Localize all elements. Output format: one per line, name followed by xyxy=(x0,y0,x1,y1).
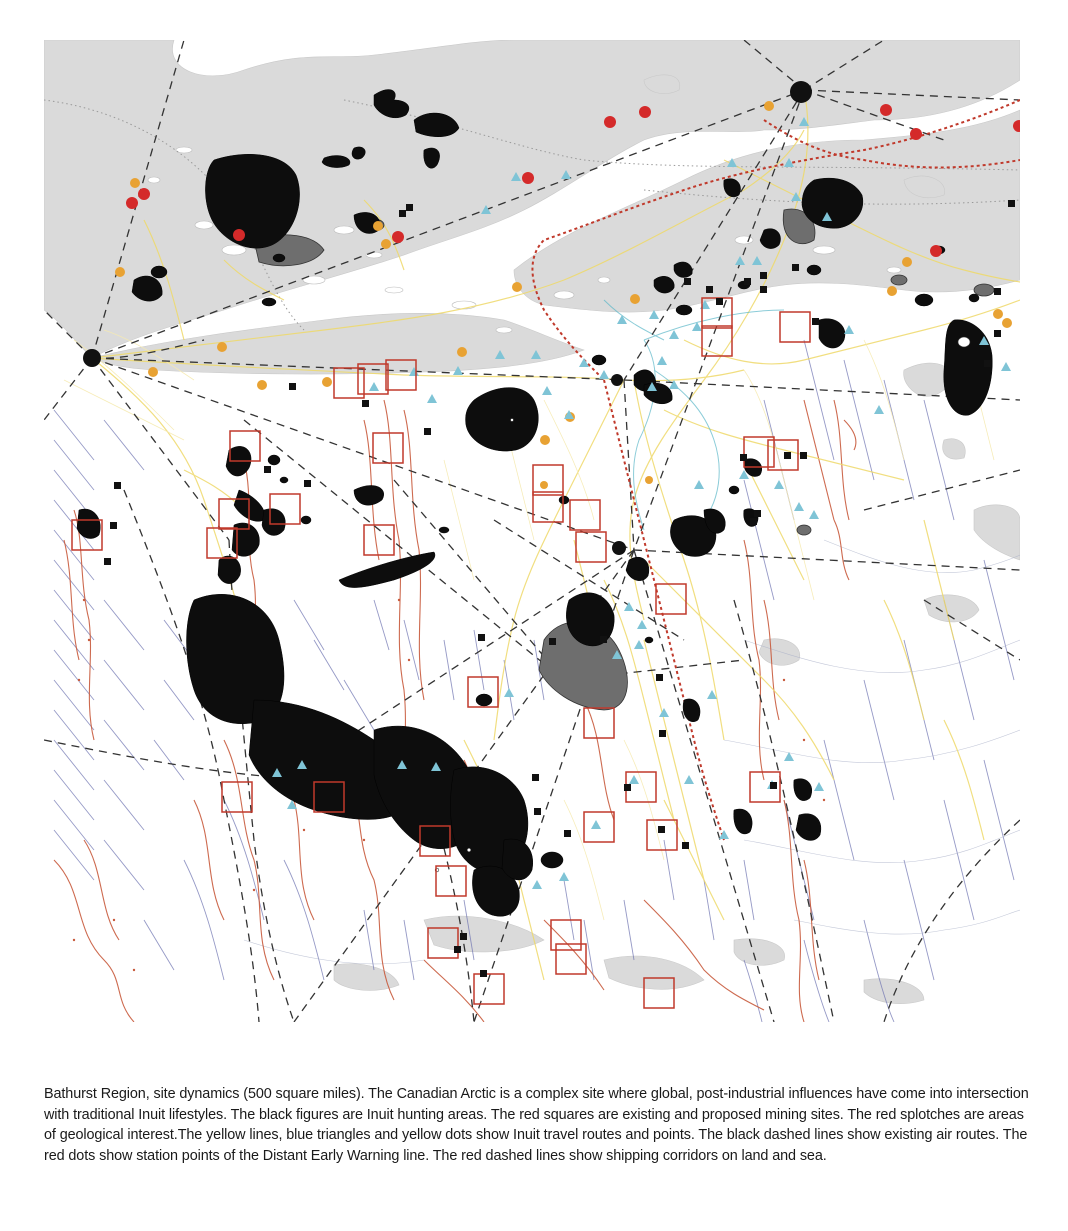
site-dynamics-map xyxy=(44,40,1020,1022)
figure-caption: Bathurst Region, site dynamics (500 square miles). The Canadian Arctic is a complex site where global, post-industrial influences have come into intersection with traditional Inuit lifestyles. The black figures are Inuit hunting areas. The red squares are existing and proposed mining sites. The red splotches are areas of geological interest.The yellow lines, blue triangles and yellow dots show Inuit travel routes and points. The black dashed lines show existing air routes. The red dots show station points of the Distant Early Warning line. The red dashed lines show shipping corridors on land and sea. xyxy=(44,1086,1029,1164)
